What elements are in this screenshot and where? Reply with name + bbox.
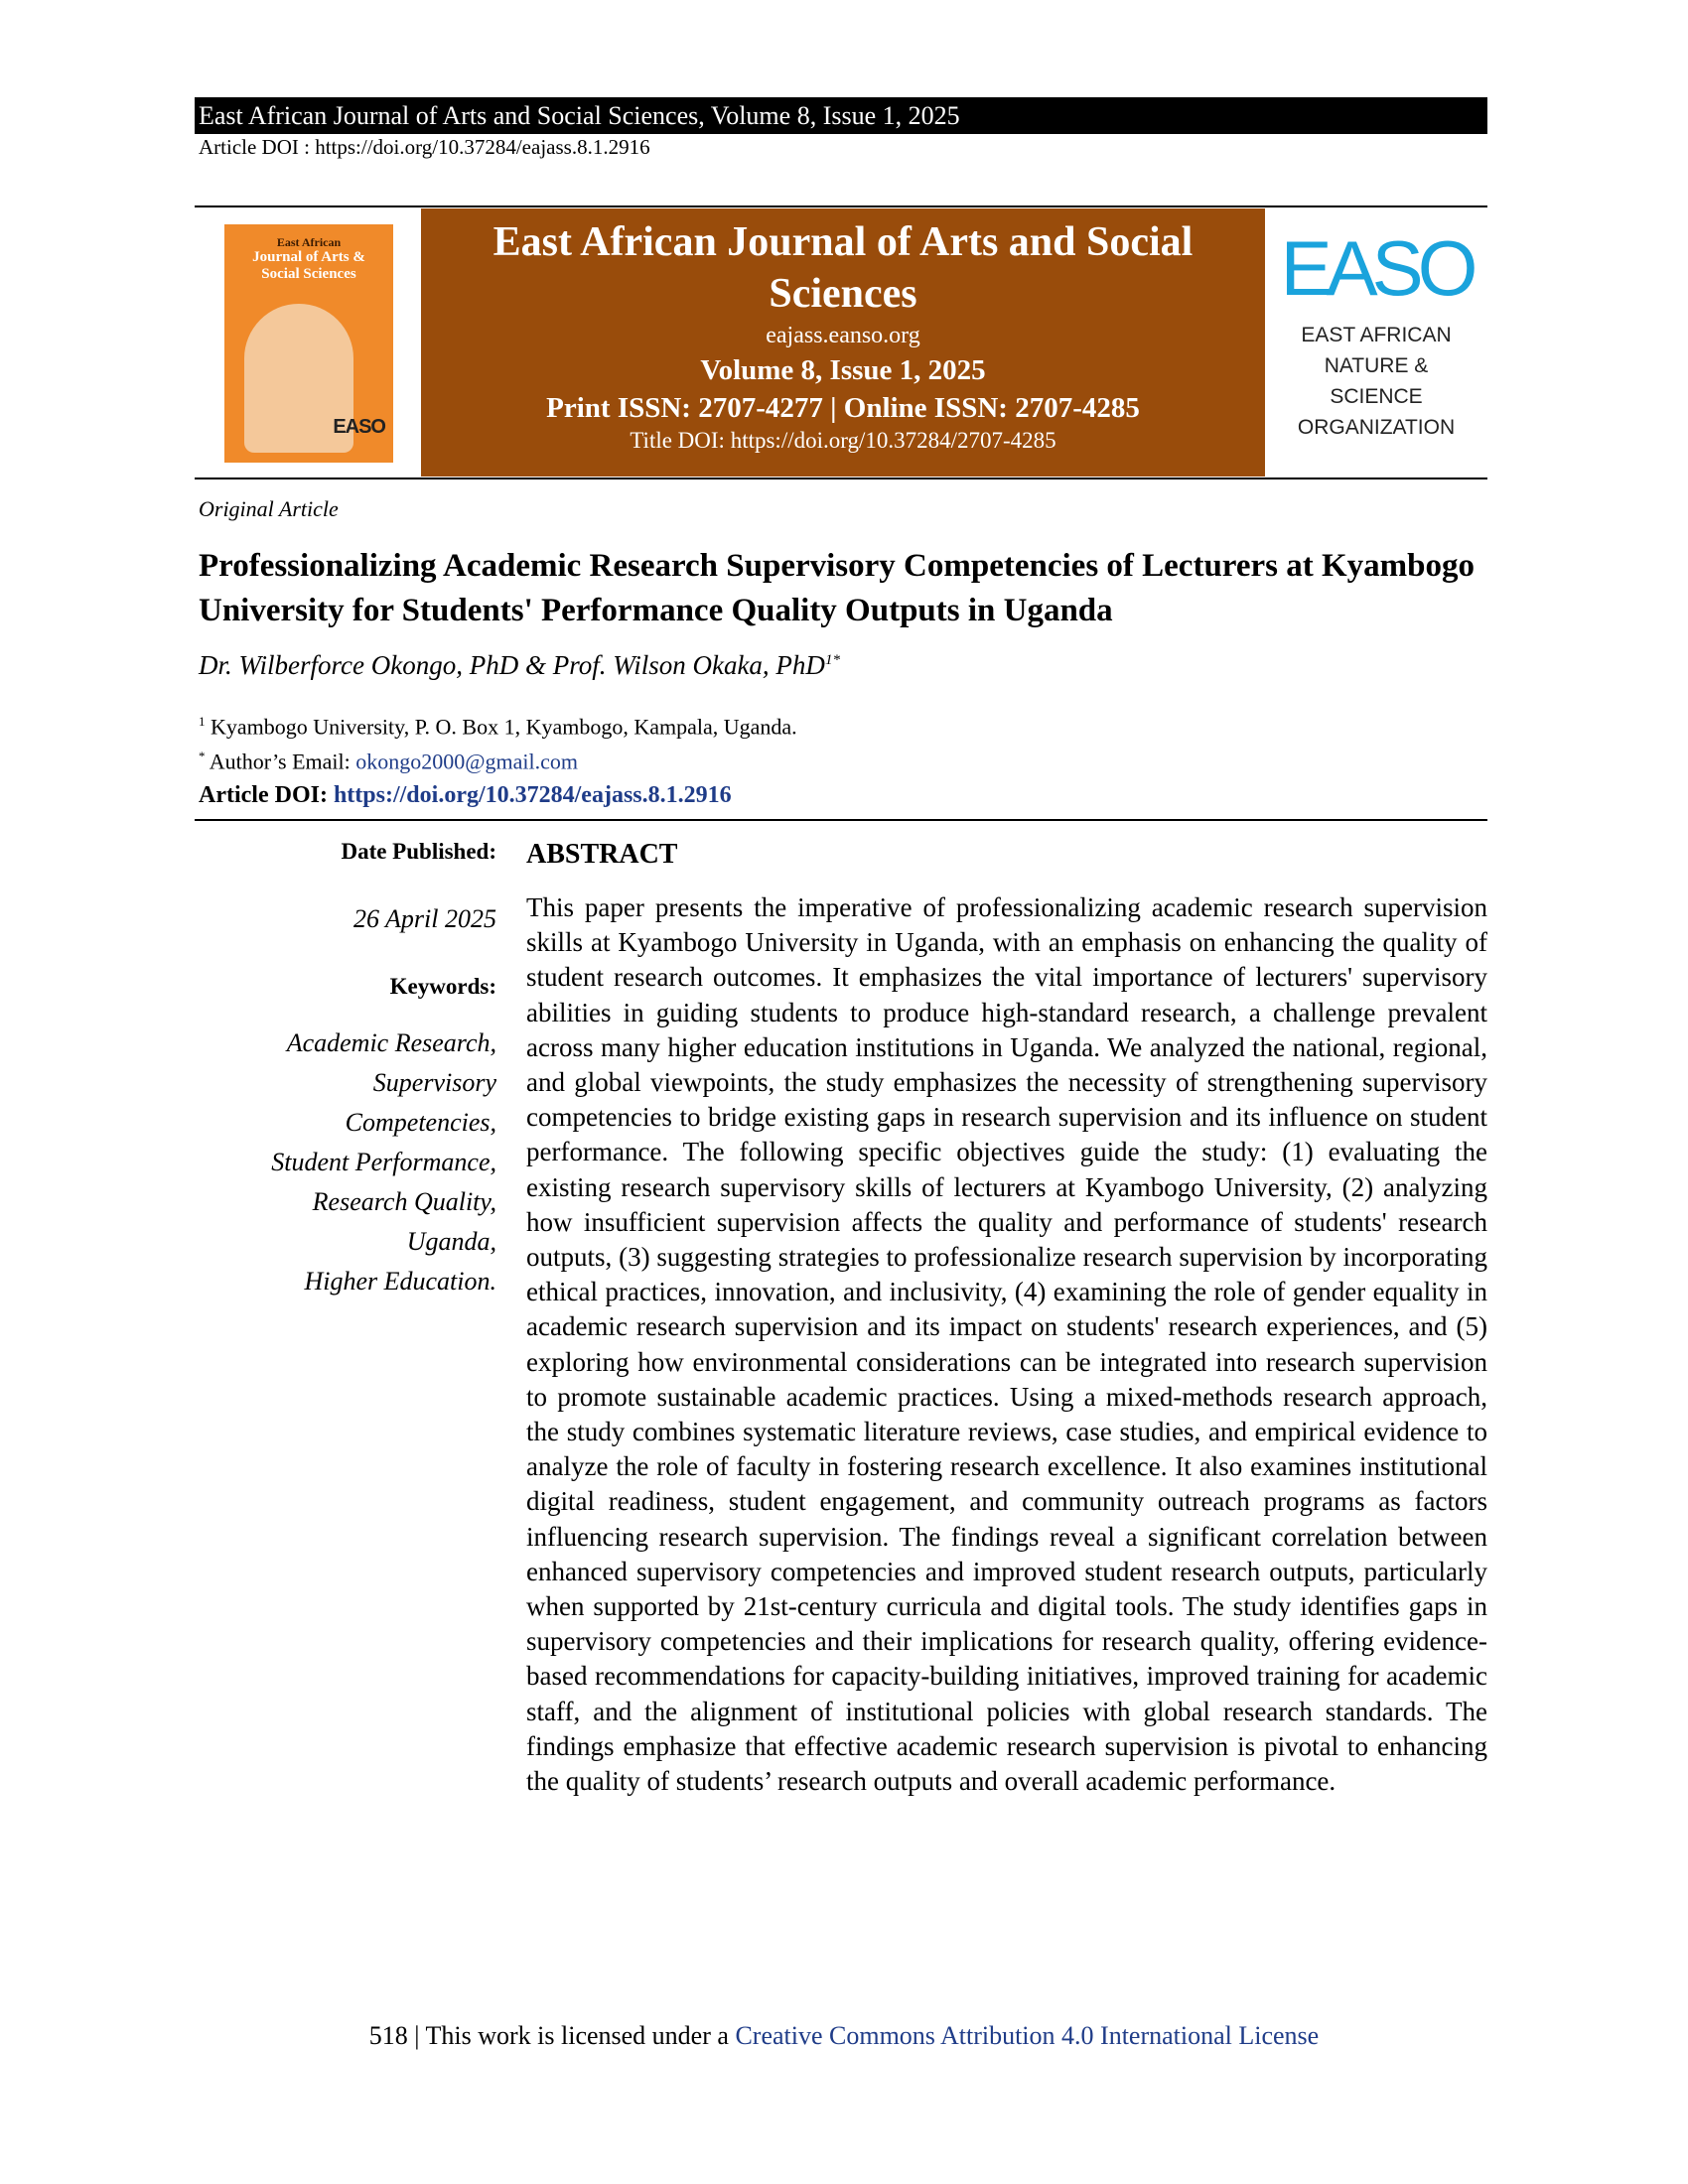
banner-bottom-rule: [195, 478, 1487, 479]
article-doi: [199, 782, 732, 809]
article-sidebar: [199, 839, 496, 1301]
banner-top-rule: [195, 205, 1487, 207]
publisher-block: [1265, 208, 1487, 477]
keyword: Competencies,: [345, 1108, 496, 1137]
license-link[interactable]: Creative Commons Attribution 4.0 International License: [735, 2021, 1320, 2050]
email-label: Author’s Email:: [209, 749, 351, 774]
authors-text: Dr. Wilberforce Okongo, PhD & Prof. Wilson Okaka, PhD: [199, 650, 825, 680]
doi-rule: [195, 819, 1487, 821]
page-number: 518: [368, 2021, 408, 2050]
affiliations: [199, 707, 797, 777]
article-type: Original Article: [199, 496, 339, 521]
journal-title: East African Journal of Arts and Social Sciences: [492, 219, 1194, 317]
cover-title-line1: Journal of Arts &: [252, 249, 365, 266]
affiliation-superscript: 1: [199, 714, 206, 729]
publisher-name-line: NATURE &: [1324, 354, 1429, 377]
abstract-heading: ABSTRACT: [526, 839, 678, 870]
running-header: East African Journal of Arts and Social Sciences, Volume 8, Issue 1, 2025: [195, 97, 1487, 134]
publisher-name: [1265, 320, 1487, 443]
date-published-label: Date Published:: [341, 839, 496, 864]
affiliation-text: Kyambogo University, P. O. Box 1, Kyambogo, Kampala, Uganda.: [211, 714, 797, 740]
keyword: Supervisory: [372, 1068, 496, 1097]
journal-website[interactable]: eajass.eanso.org: [766, 323, 920, 348]
publisher-name-line: EAST AFRICAN: [1301, 324, 1452, 346]
author-email-link[interactable]: okongo2000@gmail.com: [355, 749, 579, 774]
keyword: Higher Education.: [304, 1267, 496, 1296]
cover-title-small: East African: [276, 235, 342, 249]
article-doi-link[interactable]: https://doi.org/10.37284/eajass.8.1.2916: [333, 782, 732, 808]
keywords-list: [199, 1024, 496, 1301]
journal-banner: [195, 208, 1487, 477]
cover-title: [230, 236, 387, 282]
article-doi-line[interactable]: Article DOI : https://doi.org/10.37284/eajass.8.1.2916: [199, 135, 650, 159]
email-superscript: *: [199, 749, 206, 764]
footer-text: | This work is licensed under a: [414, 2021, 729, 2050]
title-doi[interactable]: Title DOI: https://doi.org/10.37284/2707-4285: [630, 428, 1056, 453]
journal-issn: Print ISSN: 2707-4277 | Online ISSN: 2707-4285: [546, 392, 1140, 424]
article-authors: [199, 650, 840, 681]
publisher-name-line: SCIENCE: [1330, 385, 1423, 408]
journal-volume: Volume 8, Issue 1, 2025: [700, 354, 986, 386]
keyword: Uganda,: [406, 1227, 496, 1256]
journal-info-panel: [421, 208, 1265, 477]
article-doi-label: Article DOI:: [199, 782, 328, 808]
keyword: Research Quality,: [312, 1187, 496, 1216]
date-published: 26 April 2025: [353, 904, 496, 933]
keywords-heading: Keywords:: [389, 974, 496, 999]
abstract-text: This paper presents the imperative of professionalizing academic research supervision skills at Kyambogo University in Uganda, with an emphasis on enhancing the quality of student research outcomes. It emphasizes the vital importance of lecturers' supervisory abilities in guiding students to produce high-standard research, a challenge prevalent across many higher education institutions in Uganda. We analyzed the national, regional, and global viewpoints, the study emphasizes the necessity of strengthening supervisory competencies to bridge existing gaps in research supervision and its influence on student performance. The following specific objectives guide the study: (1) evaluating the existing research supervisory skills of lecturers at Kyambogo University, (2) analyzing how insufficient supervision affects the quality and performance of students' research outputs, (3) suggesting strategies to professionalize research supervision by incorporating ethical practices, innovation, and inclusivity, (4) examining the role of gender equality in academic research supervision and its impact on students' research experiences, and (5) exploring how environmental considerations can be integrated into research supervision to promote sustainable academic practices. Using a mixed-methods research approach, the study combines systematic literature reviews, case studies, and empirical evidence to analyze the role of faculty in fostering research excellence. It also examines institutional digital readiness, student engagement, and community outreach programs as factors influencing research supervision. The findings reveal a significant correlation between enhanced supervisory competencies and improved student research outputs, particularly when supported by 21st-century curricula and digital tools. The study identifies gaps in supervisory competencies and their implications for research quality, offering evidence-based recommendations for capacity-building initiatives, improved training for academic staff, and the alignment of institutional policies with global research standards. The findings emphasize that effective academic research supervision is pivotal to enhancing the quality of students’ research outputs and overall academic performance.: [526, 892, 1487, 1797]
email-line: [199, 742, 797, 776]
cover-logo: EASO: [333, 416, 385, 438]
cover-title-line2: Social Sciences: [261, 265, 356, 282]
abstract-section: [526, 839, 1487, 1799]
keyword: Student Performance,: [271, 1148, 496, 1176]
keyword: Academic Research,: [286, 1028, 496, 1057]
journal-cover-image: [224, 224, 393, 463]
keywords-label: Keywords: [389, 974, 490, 999]
easo-logo: EASO: [1280, 224, 1473, 312]
authors-superscript: 1*: [824, 652, 840, 668]
article-title: Professionalizing Academic Research Supervisory Competencies of Lecturers at Kyambogo University for Students' Performance Quality Outputs in Uganda: [199, 548, 1475, 628]
affiliation-line: [199, 707, 797, 742]
publisher-name-line: ORGANIZATION: [1297, 416, 1456, 439]
page-footer: [0, 2021, 1688, 2051]
